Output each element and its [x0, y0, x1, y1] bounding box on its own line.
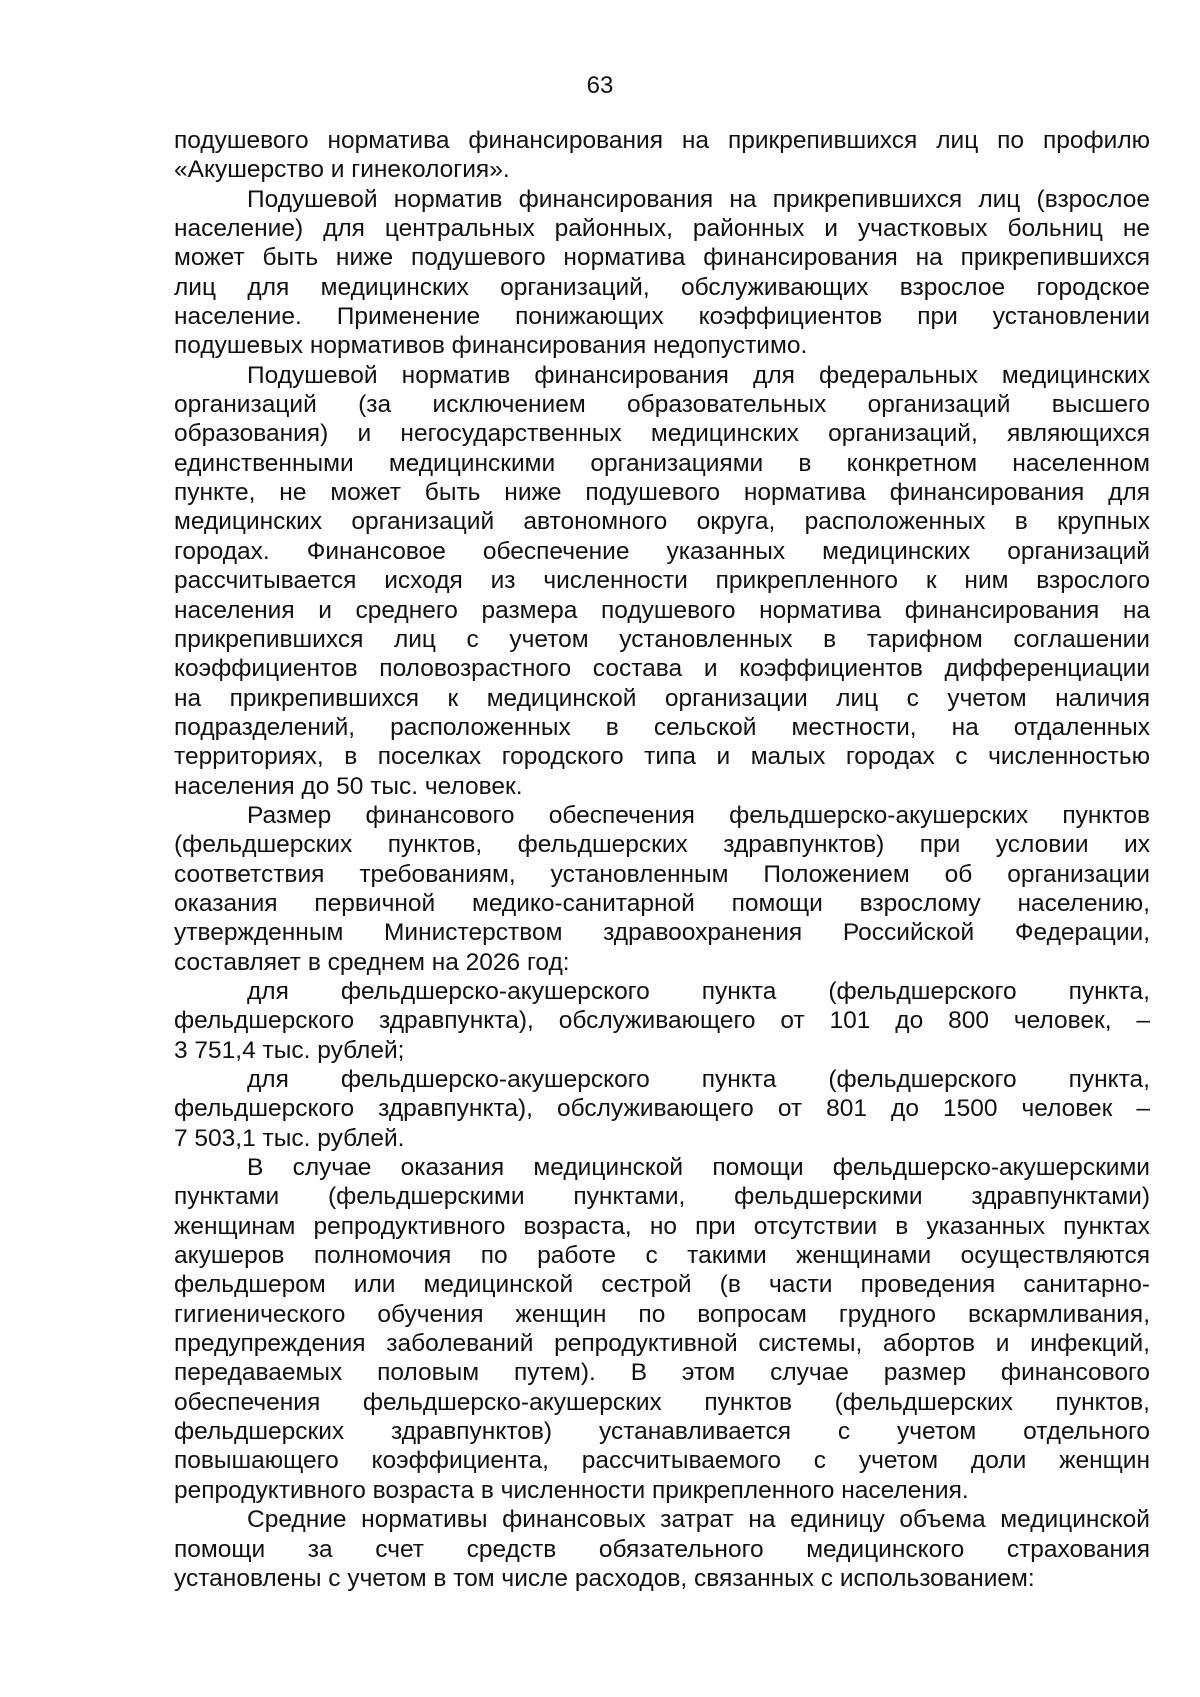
text-line: прикрепившихся лиц с учетом установленных в тарифном соглашении [174, 625, 1150, 653]
text-line: фельдшерского здравпункта), обслуживающего от 101 до 800 человек, – [174, 1007, 1150, 1035]
text-line: подушевого норматива финансирования на прикрепившихся лиц по профилю [174, 127, 1150, 154]
paragraph [174, 1065, 1150, 1153]
text-line: соответствия требованиям, установленным Положением об организации [174, 860, 1150, 888]
text-line: медицинских организаций автономного округа, расположенных в крупных [174, 508, 1150, 536]
text-line: Средние нормативы финансовых затрат на единицу объема медицинской [247, 1506, 1150, 1534]
text-line: население. Применение понижающих коэффициентов при установлении [174, 303, 1150, 331]
text-line: на прикрепившихся к медицинской организации лиц с учетом наличия [174, 684, 1150, 712]
text-line: может быть ниже подушевого норматива финансирования на прикрепившихся [174, 244, 1150, 272]
text-line: утвержденным Министерством здравоохранения Российской Федерации, [174, 919, 1150, 947]
text-line: подразделений, расположенных в сельской местности, на отдаленных [174, 713, 1150, 741]
text-line: территориях, в поселках городского типа и малых городах с численностью [174, 743, 1150, 771]
text-line: составляет в среднем на 2026 год: [174, 948, 570, 976]
text-line: Размер финансового обеспечения фельдшерско-акушерских пунктов [247, 801, 1150, 829]
text-line: коэффициентов половозрастного состава и коэффициентов дифференциации [174, 655, 1150, 683]
paragraph [174, 801, 1150, 977]
page-number: 63 [586, 72, 614, 99]
paragraph [174, 185, 1150, 361]
text-line: В случае оказания медицинской помощи фельдшерско-акушерскими [247, 1154, 1150, 1182]
text-line: гигиенического обучения женщин по вопросам грудного вскармливания, [174, 1300, 1150, 1328]
paragraph [174, 126, 1150, 185]
text-line: Подушевой норматив финансирования на прикрепившихся лиц (взрослое [247, 185, 1150, 213]
text-line: фельдшером или медицинской сестрой (в части проведения санитарно- [174, 1271, 1150, 1299]
text-line: фельдшерских здравпунктов) устанавливается с учетом отдельного [174, 1418, 1150, 1446]
text-line: предупреждения заболеваний репродуктивной системы, абортов и инфекций, [174, 1330, 1150, 1358]
text-line: населения до 50 тыс. человек. [174, 772, 523, 800]
text-line: обеспечения фельдшерско-акушерских пунктов (фельдшерских пунктов, [174, 1388, 1150, 1416]
text-line: подушевых нормативов финансирования недопустимо. [174, 332, 808, 360]
text-line: помощи за счет средств обязательного медицинского страхования [174, 1535, 1150, 1563]
text-line: для фельдшерско-акушерского пункта (фельдшерского пункта, [247, 1066, 1150, 1093]
text-line: 7 503,1 тыс. рублей. [174, 1124, 405, 1152]
paragraph [174, 1153, 1150, 1505]
text-line: пунктами (фельдшерскими пунктами, фельдшерскими здравпунктами) [174, 1183, 1150, 1211]
text-line: лиц для медицинских организаций, обслуживающих взрослое городское [174, 273, 1150, 301]
text-line: передаваемых половым путем). В этом случае размер финансового [174, 1359, 1150, 1387]
paragraph [174, 1505, 1150, 1593]
text-line: акушеров полномочия по работе с такими женщинами осуществляются [174, 1242, 1150, 1270]
text-line: городах. Финансовое обеспечение указанных медицинских организаций [174, 537, 1150, 565]
text-line: единственными медицинскими организациями в конкретном населенном [174, 449, 1150, 477]
text-line: образования) и негосударственных медицинских организаций, являющихся [174, 420, 1150, 448]
text-line: оказания первичной медико-санитарной помощи взрослому населению, [174, 889, 1150, 917]
text-line: Подушевой норматив финансирования для федеральных медицинских [247, 361, 1150, 389]
text-line: 3 751,4 тыс. рублей; [174, 1036, 405, 1064]
text-line: пункте, не может быть ниже подушевого норматива финансирования для [174, 479, 1150, 507]
text-line: фельдшерского здравпункта), обслуживающего от 801 до 1500 человек – [174, 1095, 1150, 1123]
text-line: население) для центральных районных, районных и участковых больниц не [174, 215, 1150, 243]
text-line: «Акушерство и гинекология». [174, 156, 510, 184]
paragraph [174, 361, 1150, 801]
text-line: рассчитывается исходя из численности прикрепленного к ним взрослого [174, 567, 1150, 595]
text-line: репродуктивного возраста в численности прикрепленного населения. [174, 1476, 969, 1504]
text-line: женщинам репродуктивного возраста, но при отсутствии в указанных пунктах [174, 1212, 1150, 1240]
text-line: установлены с учетом в том числе расходов, связанных с использованием: [174, 1564, 1035, 1592]
paragraph [174, 977, 1150, 1065]
text-line: для фельдшерско-акушерского пункта (фельдшерского пункта, [247, 977, 1150, 1005]
text-line: населения и среднего размера подушевого норматива финансирования на [174, 596, 1150, 624]
document-body [174, 126, 1150, 1593]
text-line: организаций (за исключением образовательных организаций высшего [174, 391, 1150, 419]
text-line: (фельдшерских пунктов, фельдшерских здравпунктов) при условии их [174, 831, 1150, 859]
text-line: повышающего коэффициента, рассчитываемого с учетом доли женщин [174, 1447, 1150, 1475]
